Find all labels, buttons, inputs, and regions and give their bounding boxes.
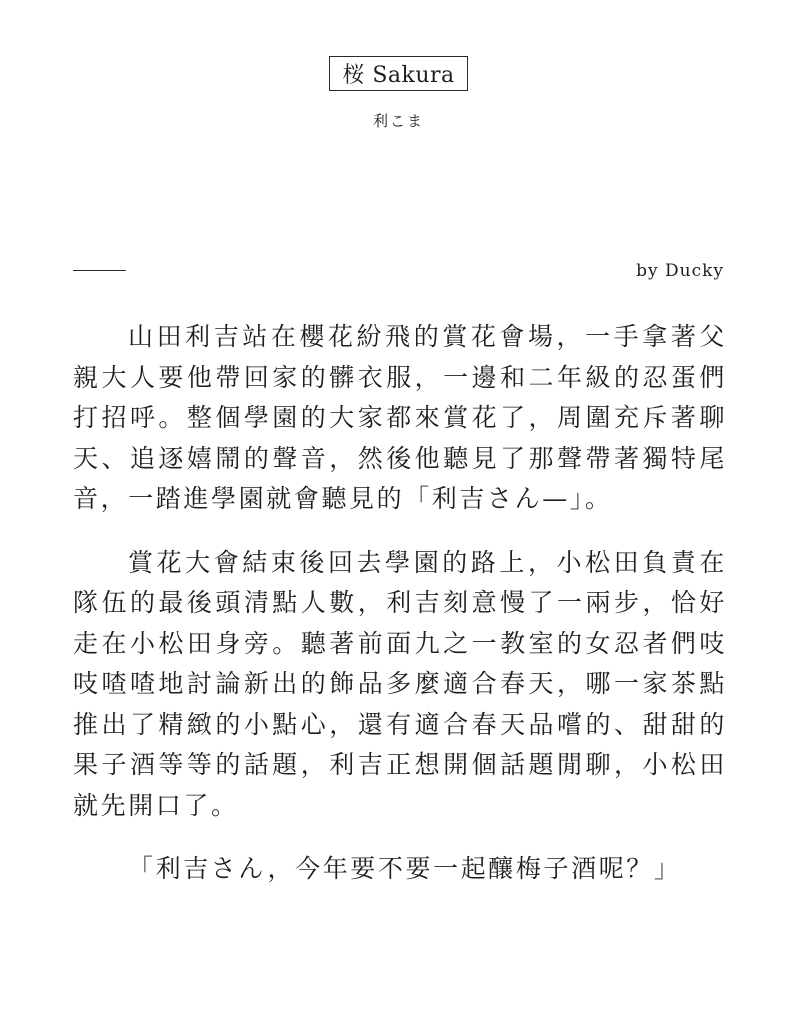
story-subtitle: 利こま — [372, 112, 424, 130]
paragraph-dialogue: 「利吉さん，今年要不要一起釀梅子酒呢？」 — [128, 854, 682, 883]
paragraph: 賞花大會結束後回去學園的路上，小松田負責在隊伍的最後頭清點人數，利吉刻意慢了一兩步，恰好走在小松田身旁。聽著前面九之一教室的女忍者們吱吱喳喳地討論新出的飾品多麼適合春天，哪一家茶點推出了精緻的小點心，還有適合春天品嚐的、甜甜的果子酒等等的話題，利吉正想開個話題閒聊，小松田就先開口了。 — [73, 547, 727, 820]
author-byline: by Ducky — [636, 261, 724, 281]
paragraph: 山田利吉站在櫻花紛飛的賞花會場，一手拿著父親大人要他帶回家的髒衣服，一邊和二年級的忍蛋們打招呼。整個學園的大家都來賞花了，周圍充斥著聊天、追逐嬉鬧的聲音，然後他聽見了那聲帶著獨特尾音，一踏進學園就會聽見的「利吉さん—」。 — [73, 322, 727, 513]
story-title: 桜 Sakura — [329, 56, 468, 91]
divider-rule — [73, 270, 126, 271]
story-body — [73, 317, 727, 890]
